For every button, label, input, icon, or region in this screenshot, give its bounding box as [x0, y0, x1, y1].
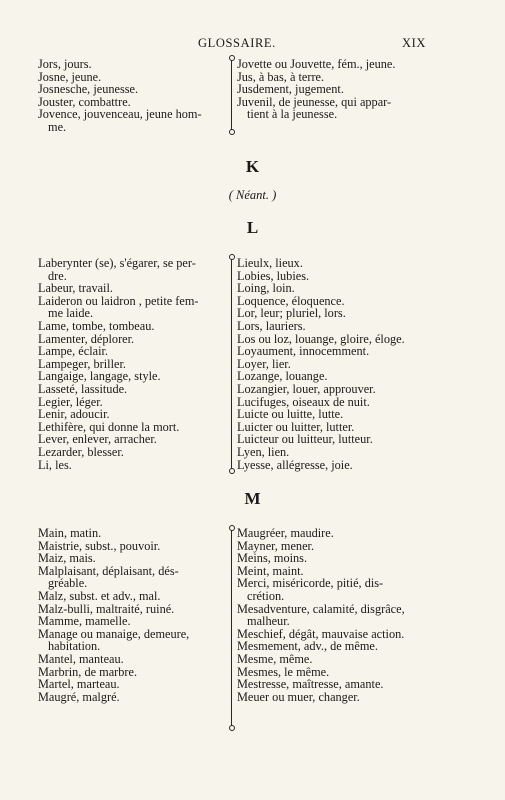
entry: Lampeger, briller. — [38, 356, 126, 371]
m-left-column — [38, 527, 189, 703]
entry: Malplaisant, déplaisant, dés- — [38, 563, 179, 578]
section-letter-l: L — [246, 218, 259, 237]
entry-continuation: malheur. — [247, 614, 290, 629]
entry: Merci, miséricorde, pitié, dis- — [237, 576, 384, 591]
l-left-column — [38, 257, 198, 471]
entry: Lieulx, lieux. — [237, 256, 303, 270]
entry: Malz-bulli, maltraité, ruiné. — [38, 601, 175, 616]
entry: Jovence, jouvenceau, jeune hom- — [38, 107, 202, 122]
entry: Los ou loz, louange, gloire, éloge. — [237, 331, 405, 346]
entry: Luicte ou luitte, lutte. — [237, 407, 344, 422]
entry: Luicteur ou luitteur, lutteur. — [237, 432, 373, 447]
entry: Meint, maint. — [237, 563, 304, 578]
entry-continuation: gréable. — [48, 576, 88, 591]
entry: Lucifuges, oiseaux de nuit. — [237, 394, 370, 409]
entry: Lampe, éclair. — [38, 344, 108, 359]
page-title: GLOSSAIRE. — [198, 36, 276, 50]
entry: Lamenter, déplorer. — [38, 331, 135, 346]
entry: Loing, loin. — [237, 281, 295, 296]
column-divider — [231, 60, 232, 130]
entry-continuation: dre. — [48, 268, 67, 283]
section-letter-k: K — [245, 157, 260, 176]
entry: Loquence, éloquence. — [237, 293, 345, 308]
page-number: XIX — [401, 36, 426, 50]
entry: Lenir, adoucir. — [38, 407, 110, 422]
entry: Jusdement, jugement. — [237, 82, 344, 97]
entry: Lyesse, allégresse, joie. — [237, 457, 353, 472]
entry: Lame, tombe, tombeau. — [38, 318, 155, 333]
entry: Mesmement, adv., de même. — [237, 639, 378, 654]
entry-continuation: me. — [48, 119, 67, 134]
entry: Manage ou manaige, demeure, — [38, 626, 190, 641]
entry: Maistrie, subst., pouvoir. — [38, 538, 161, 553]
m-right-column — [237, 527, 405, 703]
entry-continuation: habitation. — [48, 639, 101, 654]
entry: Maugré, malgré. — [38, 689, 120, 704]
entry: Luicter ou luitter, lutter. — [237, 419, 355, 434]
entry: Maiz, mais. — [38, 551, 96, 566]
entry: Main, matin. — [38, 526, 102, 540]
entry: Laideron ou laidron , petite fem- — [38, 293, 199, 308]
entry: Malz, subst. et adv., mal. — [38, 588, 161, 603]
j-left-column — [38, 58, 202, 134]
entry: Lobies, lubies. — [237, 268, 310, 283]
entry: Jouster, combattre. — [38, 94, 131, 109]
entry: Lyen, lien. — [237, 444, 290, 459]
entry: Mesadventure, calamité, disgrâce, — [237, 601, 405, 616]
entry: Mantel, manteau. — [38, 651, 124, 666]
entry: Loyer, lier. — [237, 356, 291, 371]
entry: Mesme, même. — [237, 651, 313, 666]
entry: Meschief, dégât, mauvaise action. — [237, 626, 405, 641]
l-right-column — [237, 257, 405, 471]
entry: Legier, léger. — [38, 394, 103, 409]
entry: Mayner, mener. — [237, 538, 315, 553]
entry: Lethifère, qui donne la mort. — [38, 419, 180, 434]
entry: Mesmes, le même. — [237, 664, 330, 679]
entry: Lor, leur; pluriel, lors. — [237, 306, 346, 321]
entry: Lever, enlever, arracher. — [38, 432, 157, 447]
entry-continuation: crétion. — [247, 588, 285, 603]
entry: Lozange, louange. — [237, 369, 328, 384]
entry: Lozangier, louer, approuver. — [237, 381, 376, 396]
column-divider — [231, 259, 232, 469]
entry: Mamme, mamelle. — [38, 614, 131, 629]
entry: Marbrin, de marbre. — [38, 664, 138, 679]
entry: Langaige, langage, style. — [38, 369, 161, 384]
entry-continuation: tient à la jeunesse. — [247, 107, 338, 122]
entry-continuation: me laide. — [48, 306, 94, 321]
entry: Lasseté, lassitude. — [38, 381, 128, 396]
entry: Jus, à bas, à terre. — [237, 69, 325, 84]
entry: Josnesche, jeunesse. — [38, 82, 139, 97]
entry: Loyaument, innocemment. — [237, 344, 370, 359]
section-letter-m: M — [244, 489, 261, 508]
j-right-column — [237, 58, 395, 121]
section-k-note: ( Néant. ) — [228, 188, 277, 202]
entry: Jovette ou Jouvette, fém., jeune. — [237, 57, 396, 71]
entry: Josne, jeune. — [38, 69, 102, 84]
entry: Maugréer, maudire. — [237, 526, 334, 540]
entry: Lors, lauriers. — [237, 318, 306, 333]
entry: Li, les. — [38, 457, 72, 472]
entry: Labeur, travail. — [38, 281, 113, 296]
running-header — [38, 36, 426, 51]
column-divider — [231, 530, 232, 726]
entry: Lezarder, blesser. — [38, 444, 124, 459]
entry: Martel, marteau. — [38, 677, 120, 692]
entry: Juvenil, de jeunesse, qui appar- — [237, 94, 392, 109]
entry: Meuer ou muer, changer. — [237, 689, 360, 704]
entry: Laberynter (se), s'égarer, se per- — [38, 256, 196, 270]
entry: Jors, jours. — [38, 57, 92, 71]
entry: Mestresse, maîtresse, amante. — [237, 677, 384, 692]
entry: Meins, moins. — [237, 551, 308, 566]
